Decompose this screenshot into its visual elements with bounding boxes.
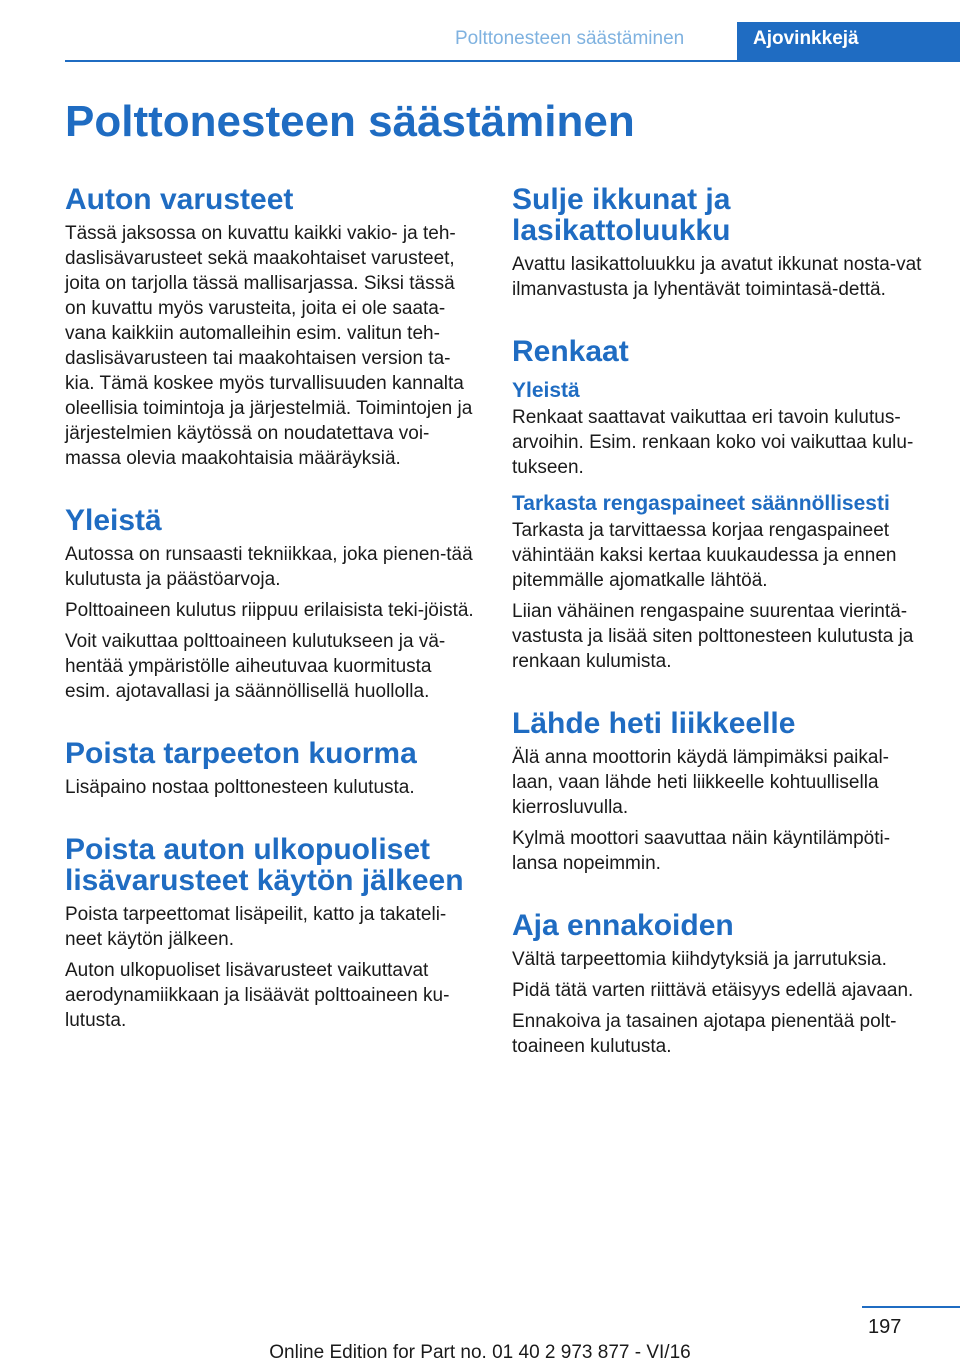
paragraph: Autossa on runsaasti tekniikkaa, joka pienen-tää kulutusta ja päästöarvoja. bbox=[65, 544, 473, 590]
paragraph: Vältä tarpeettomia kiihdytyksiä ja jarrutuksia. bbox=[512, 949, 887, 970]
paragraph: Renkaat saattavat vaikuttaa eri tavoin kulutus-arvoihin. Esim. renkaan koko voi vaikuttaa kulu-tukseen. bbox=[512, 407, 914, 478]
header-rule bbox=[65, 60, 960, 62]
paragraph: Avattu lasikattoluukku ja avatut ikkunat nosta-vat ilmanvastusta ja lyhentävät toimintasä-dettä. bbox=[512, 254, 922, 300]
page-number: 197 bbox=[868, 1316, 902, 1338]
page-title: Polttonesteen säästäminen bbox=[65, 97, 635, 146]
right-column bbox=[512, 184, 927, 1059]
heading-sulje-ikkunat: Sulje ikkunat ja lasikattoluukku bbox=[512, 183, 731, 247]
paragraph: Polttoaineen kulutus riippuu erilaisista teki-jöistä. bbox=[65, 600, 474, 621]
paragraph: Pidä tätä varten riittävä etäisyys edellä ajavaan. bbox=[512, 980, 914, 1001]
footer-edition: Online Edition for Part no. 01 40 2 973 877 - VI/16 bbox=[269, 1342, 691, 1363]
header-section-title: Polttonesteen säästäminen bbox=[455, 28, 685, 49]
paragraph: Voit vaikuttaa polttoaineen kulutukseen ja vä-hentää ympäristölle aiheutuvaa kuormitusta esim. ajotavallasi ja säännöllisellä huollolla. bbox=[65, 631, 446, 702]
header-chapter-tab[interactable]: Ajovinkkejä bbox=[737, 22, 960, 61]
heading-lahde-heti-liikkeelle: Lähde heti liikkeelle bbox=[512, 707, 796, 740]
heading-poista-tarpeeton-kuorma: Poista tarpeeton kuorma bbox=[65, 737, 417, 770]
paragraph: Älä anna moottorin käydä lämpimäksi paikal-laan, vaan lähde heti liikkeelle kohtuullisella kierrosluvulla. bbox=[512, 747, 890, 818]
heading-renkaat: Renkaat bbox=[512, 335, 629, 368]
heading-poista-ulkopuoliset-lisavarusteet: Poista auton ulkopuoliset lisävarusteet käytön jälkeen bbox=[65, 833, 464, 897]
heading-yleista: Yleistä bbox=[65, 504, 162, 537]
paragraph: Kylmä moottori saavuttaa näin käyntilämpöti-lansa nopeimmin. bbox=[512, 828, 891, 874]
subheading-tarkasta-rengaspaineet: Tarkasta rengaspaineet säännöllisesti bbox=[512, 492, 890, 515]
heading-auton-varusteet: Auton varusteet bbox=[65, 183, 294, 216]
left-column bbox=[65, 184, 480, 1033]
heading-aja-ennakoiden: Aja ennakoiden bbox=[512, 909, 734, 942]
paragraph: Auton ulkopuoliset lisävarusteet vaikuttavat aerodynamiikkaan ja lisäävät polttoaineen ku-lutusta. bbox=[65, 960, 450, 1031]
paragraph: Lisäpaino nostaa polttonesteen kulutusta. bbox=[65, 777, 415, 798]
paragraph: Ennakoiva ja tasainen ajotapa pienentää polt-toaineen kulutusta. bbox=[512, 1011, 897, 1057]
paragraph: Tarkasta ja tarvittaessa korjaa rengaspaineet vähintään kaksi kertaa kuukaudessa ja ennen pitemmälle ajomatkalle lähtöä. bbox=[512, 520, 897, 591]
paragraph: Poista tarpeettomat lisäpeilit, katto ja takateli-neet käytön jälkeen. bbox=[65, 904, 447, 950]
footer-rule bbox=[862, 1306, 960, 1308]
subheading-yleista: Yleistä bbox=[512, 379, 580, 402]
paragraph: Liian vähäinen rengaspaine suurentaa vierintä-vastusta ja lisää siten polttonesteen kulutusta ja renkaan kulumista. bbox=[512, 601, 914, 672]
paragraph: Tässä jaksossa on kuvattu kaikki vakio- ja teh-daslisävarusteet sekä maakohtaiset varusteet, joita on tarjolla tässä mallisarjassa. Siksi tässä on kuvattu myös varusteita, joita ei ole saata-vana kaikkiin automalleihin esim. valitun teh-daslisävarusteen tai maakohtaisen version ta-kia. Tämä koskee myös turvallisuuden kannalta oleellisia toimintoja ja järjestelmiä. Toimintojen ja järjestelmien käytössä on noudatettava voi-massa olevia maakohtaisia määräyksiä. bbox=[65, 223, 473, 469]
